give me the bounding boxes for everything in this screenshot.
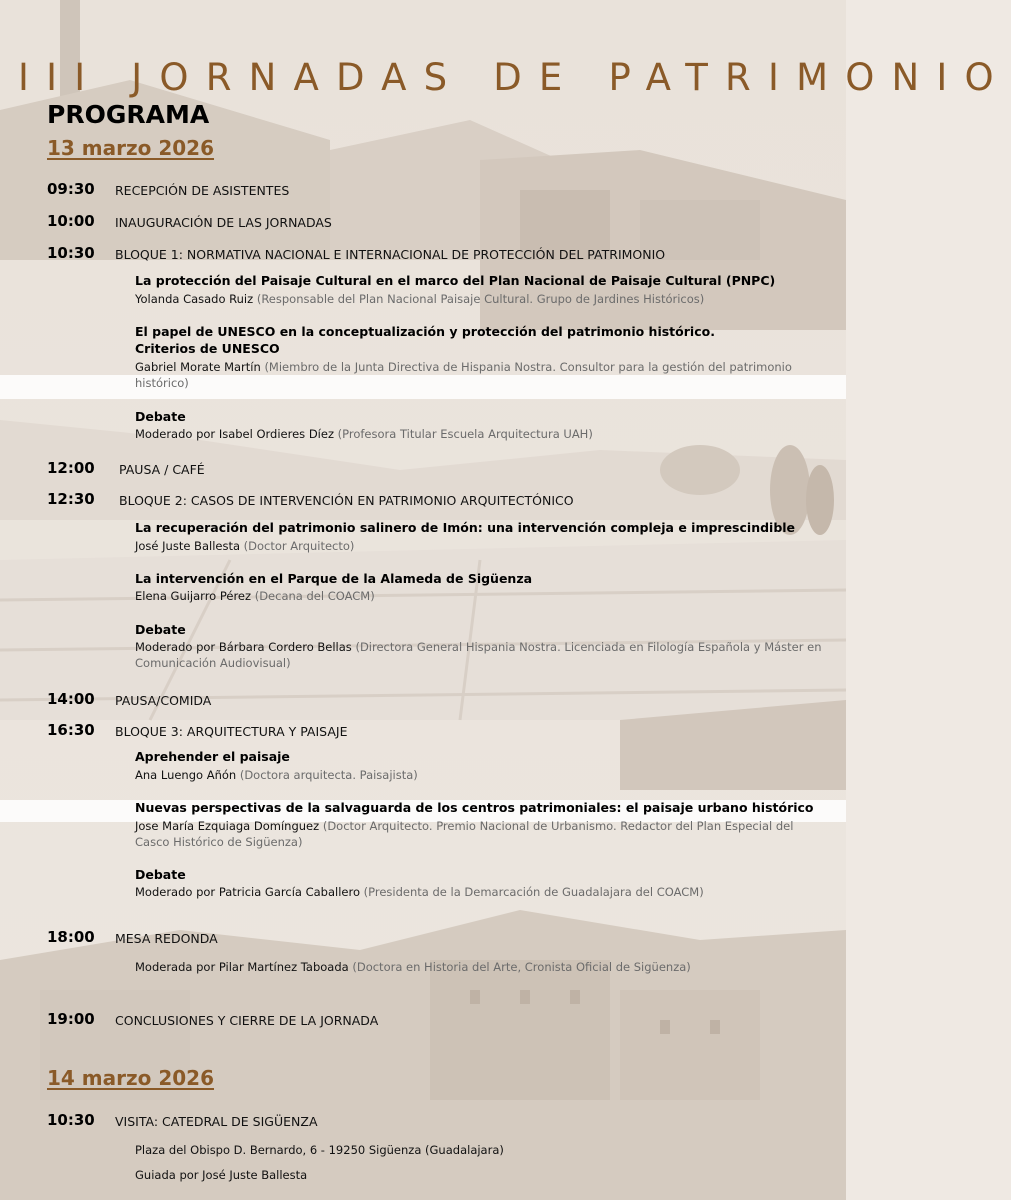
- debate-moderator: Moderado por Isabel Ordieres Díez (Profesora Titular Escuela Arquitectura UAH): [135, 427, 593, 441]
- talk-title: La recuperación del patrimonio salinero de Imón: una intervención compleja e imprescindible: [135, 520, 796, 535]
- round-table-moderator: Moderada por Pilar Martínez Taboada (Doctora en Historia del Arte, Cronista Oficial de Sigüenza): [135, 960, 691, 974]
- block-1-label: BLOQUE 1: NORMATIVA NACIONAL E INTERNACIONAL DE PROTECCIÓN DEL PATRIMONIO: [115, 247, 666, 262]
- time-0930: 09:30: [47, 180, 95, 198]
- visit-address: Plaza del Obispo D. Bernardo, 6 - 19250 Sigüenza (Guadalajara): [135, 1143, 504, 1157]
- debate-moderator: Moderado por Patricia García Caballero (Presidenta de la Demarcación de Guadalajara del COACM): [135, 885, 704, 899]
- time-1030-day2: 10:30: [47, 1111, 95, 1129]
- talk-speaker: Gabriel Morate Martín (Miembro de la Junta Directiva de Hispania Nostra. Consultor para la gestión del patrimonio histórico): [135, 360, 792, 390]
- talk-speaker: Yolanda Casado Ruiz (Responsable del Plan Nacional Paisaje Cultural. Grupo de Jardines Históricos): [135, 292, 705, 306]
- day2-date: 14 marzo 2026: [47, 1066, 215, 1090]
- visit-guide: Guiada por José Juste Ballesta: [135, 1168, 308, 1182]
- debate-title: Debate: [135, 867, 186, 882]
- debate-title: Debate: [135, 622, 186, 637]
- time-1630: 16:30: [47, 721, 95, 739]
- time-1900: 19:00: [47, 1010, 95, 1028]
- session-label: INAUGURACIÓN DE LAS JORNADAS: [115, 215, 332, 230]
- session-label: RECEPCIÓN DE ASISTENTES: [115, 183, 290, 198]
- session-label: MESA REDONDA: [115, 931, 218, 946]
- block-3-label: BLOQUE 3: ARQUITECTURA Y PAISAJE: [115, 724, 348, 739]
- talk-speaker: José Juste Ballesta (Doctor Arquitecto): [135, 539, 355, 553]
- talk-title: Nuevas perspectivas de la salvaguarda de los centros patrimoniales: el paisaje urbano histórico: [135, 800, 814, 815]
- program-title: PROGRAMA: [47, 100, 210, 129]
- debate-moderator: Moderado por Bárbara Cordero Bellas (Directora General Hispania Nostra. Licenciada en Filología Española y Máster en Comunicación Audiovisual): [135, 640, 822, 670]
- time-1400: 14:00: [47, 690, 95, 708]
- debate-title: Debate: [135, 409, 186, 424]
- talk-title: Aprehender el paisaje: [135, 749, 290, 764]
- series-title: III JORNADAS DE PATRIMONIO: [18, 56, 1011, 99]
- talk-title: El papel de UNESCO en la conceptualización y protección del patrimonio histórico.: [135, 324, 715, 339]
- session-label: PAUSA / CAFÉ: [119, 462, 205, 477]
- talk-speaker: Elena Guijarro Pérez (Decana del COACM): [135, 589, 375, 603]
- talk-title: La protección del Paisaje Cultural en el marco del Plan Nacional de Paisaje Cultural (PNPC): [135, 273, 776, 288]
- day1-date: 13 marzo 2026: [47, 136, 215, 160]
- time-1200: 12:00: [47, 459, 95, 477]
- block-2-label: BLOQUE 2: CASOS DE INTERVENCIÓN EN PATRIMONIO ARQUITECTÓNICO: [119, 493, 574, 508]
- time-1030: 10:30: [47, 244, 95, 262]
- talk-speaker: Ana Luengo Añón (Doctora arquitecta. Paisajista): [135, 768, 418, 782]
- talk-speaker: Jose María Ezquiaga Domínguez (Doctor Arquitecto. Premio Nacional de Urbanismo. Redactor del Plan Especial del Casco Histórico de Sigüenza): [135, 819, 794, 849]
- time-1000: 10:00: [47, 212, 95, 230]
- session-label: CONCLUSIONES Y CIERRE DE LA JORNADA: [115, 1013, 379, 1028]
- time-1230: 12:30: [47, 490, 95, 508]
- talk-title-cont: Criterios de UNESCO: [135, 341, 280, 356]
- session-label: VISITA: CATEDRAL DE SIGÜENZA: [115, 1114, 318, 1129]
- time-1800: 18:00: [47, 928, 95, 946]
- session-label: PAUSA/COMIDA: [115, 693, 212, 708]
- talk-title: La intervención en el Parque de la Alameda de Sigüenza: [135, 571, 533, 586]
